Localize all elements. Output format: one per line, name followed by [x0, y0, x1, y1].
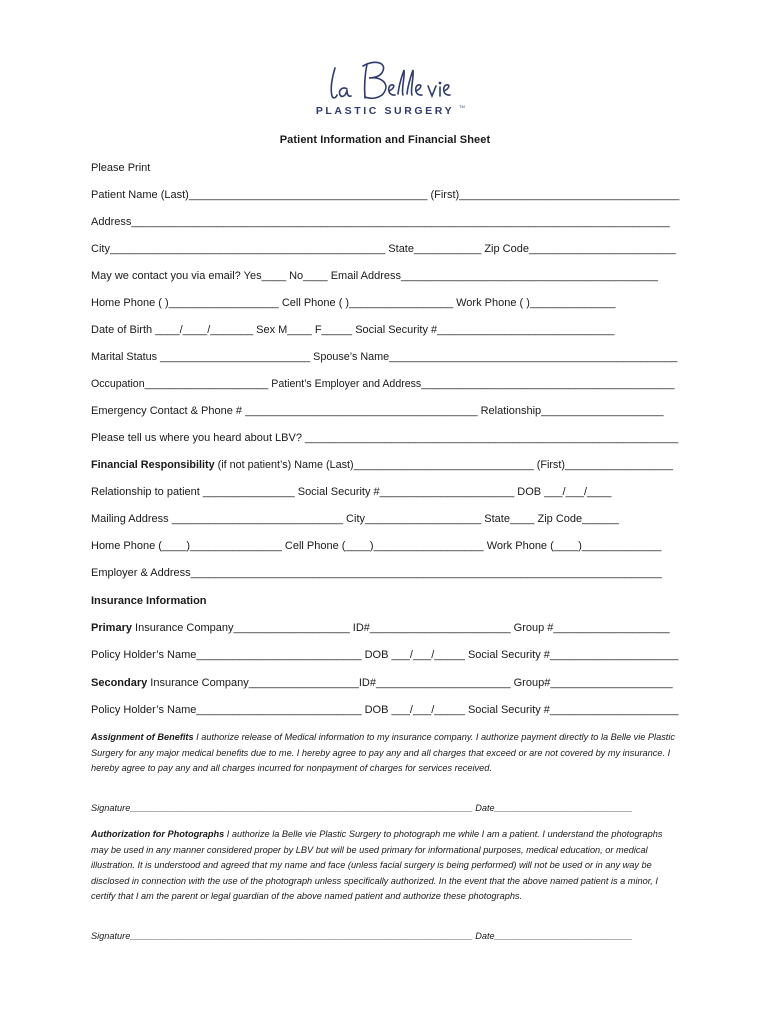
address-field[interactable]: Address________________________________________________________________________________________: [91, 216, 670, 228]
assignment-of-benefits-paragraph: [91, 730, 681, 777]
secondary-insurance-text: Insurance Company__________________ID#______________________ Group#____________________: [147, 677, 673, 689]
secondary-insurance-field[interactable]: [91, 676, 681, 690]
logo-trademark: TM: [459, 104, 465, 109]
relationship-to-patient-field[interactable]: Relationship to patient _______________ Social Security #______________________ DOB ___/___/____: [91, 486, 612, 498]
authorization-heading: Authorization for Photographs: [91, 829, 225, 839]
signature-line-photographs[interactable]: Signature___________________________________________________________________ Date___________________________: [91, 931, 633, 941]
la-belle-vie-logo-icon: [285, 56, 485, 120]
authorization-photographs-paragraph: [91, 827, 681, 905]
logo-subtitle: PLASTIC SURGERY: [315, 105, 455, 117]
primary-label: Primary: [91, 622, 132, 634]
dob-sex-ssn-field[interactable]: Date of Birth ____/____/_______ Sex M____ F_____ Social Security #_____________________________: [91, 324, 615, 336]
page-title: Patient Information and Financial Sheet: [279, 134, 491, 146]
financial-responsibility-field[interactable]: [91, 458, 681, 472]
patient-name-field[interactable]: Patient Name (Last)_______________________________________ (First)____________________________________: [91, 189, 680, 201]
employer-address-field[interactable]: Employer & Address_____________________________________________________________________________: [91, 567, 662, 579]
mailing-address-field[interactable]: Mailing Address ____________________________ City___________________ State____ Zip Code______: [91, 513, 619, 525]
primary-insurance-text: Insurance Company___________________ ID#_______________________ Group #___________________: [131, 622, 670, 634]
city-state-zip-field[interactable]: City_____________________________________________ State___________ Zip Code________________________: [91, 243, 676, 255]
signature-line-benefits[interactable]: Signature___________________________________________________________________ Date___________________________: [91, 803, 633, 813]
email-contact-field[interactable]: May we contact you via email? Yes____ No____ Email Address__________________________________________: [91, 270, 658, 282]
marital-status-field[interactable]: Marital Status _________________________ Spouse’s Name________________________________________________: [91, 351, 678, 363]
phone-numbers-field[interactable]: Home Phone ( )__________________ Cell Phone ( )_________________ Work Phone ( )______________: [91, 297, 616, 309]
practice-logo: [0, 56, 770, 120]
responsible-phones-field[interactable]: Home Phone (____)_______________ Cell Phone (____)__________________ Work Phone (____)_____________: [91, 540, 662, 552]
primary-policy-holder-field[interactable]: Policy Holder’s Name___________________________ DOB ___/___/_____ Social Security #_____________________: [91, 649, 679, 661]
secondary-label: Secondary: [91, 677, 148, 689]
primary-insurance-field[interactable]: [91, 621, 681, 635]
insurance-section-heading: Insurance Information: [91, 595, 207, 607]
occupation-field[interactable]: Occupation_____________________ Patient’s Employer and Address___________________________________________: [91, 378, 675, 390]
referral-source-field[interactable]: Please tell us where you heard about LBV? _____________________________________________________________: [91, 432, 679, 444]
financial-responsibility-heading: Financial Responsibility: [91, 459, 215, 471]
please-print-label: Please Print: [91, 162, 151, 174]
authorization-body: I authorize la Belle vie Plastic Surgery to photograph me while I am a patient. I understand the photographs may be used in any manner considered proper by LBV but will be used primary for informational purposes, medical education, or medical illustration. It is understood and agreed that my name and face (unless facial surgery is being performed) will not be used or in any way be disclosed in connection with the use of the photograph unless specifically authorized. In the event that the above named patient is a minor, I certify that I am the parent or legal guardian of the above named patient and authorize these photographs.: [91, 829, 663, 902]
assignment-body: I authorize release of Medical information to my insurance company. I authorize payment directly to la Belle vie Plastic Surgery for any major medical benefits due to me. I hereby agree to pay any and all charges that exceed or are not covered by my insurance. I hereby agree to pay any and all charges incurred for nonpayment of charges for services received.: [91, 732, 675, 774]
secondary-policy-holder-field[interactable]: Policy Holder’s Name___________________________ DOB ___/___/_____ Social Security #_____________________: [91, 704, 679, 716]
assignment-heading: Assignment of Benefits: [91, 732, 194, 742]
financial-responsibility-text: (if not patient’s) Name (Last)______________________________ (First)__________________: [214, 459, 674, 471]
emergency-contact-field[interactable]: Emergency Contact & Phone # ______________________________________ Relationship____________________: [91, 405, 664, 417]
